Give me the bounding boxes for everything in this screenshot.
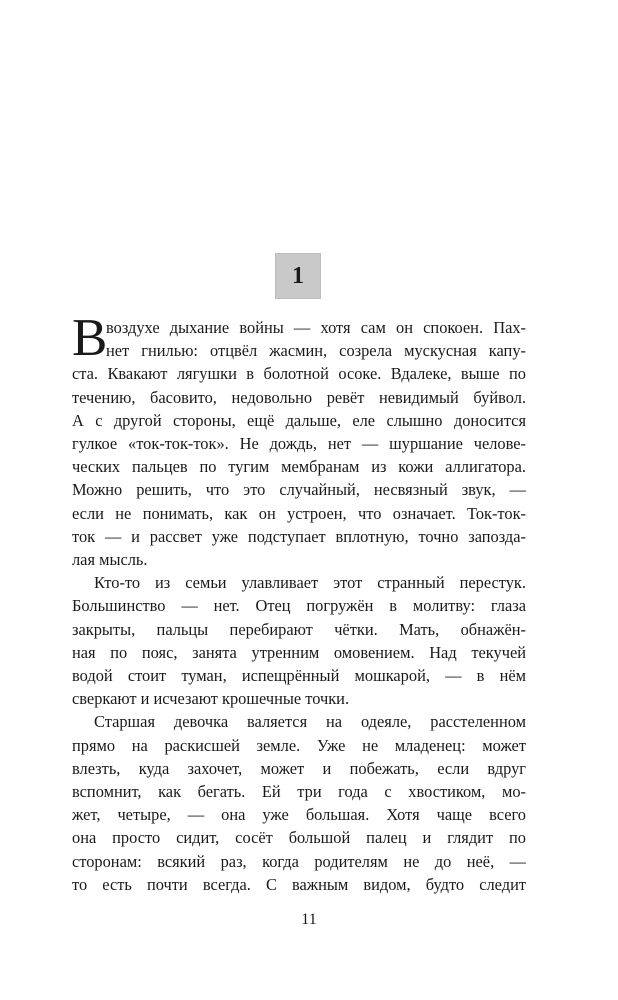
text-line: Можно решить, что это случайный, несвязный звук, —	[72, 480, 526, 500]
text-line: ческих пальцев по тугим мембранам из кожи аллигатора.	[72, 457, 526, 477]
text-line: гулкое «ток-ток-ток». Не дождь, нет — шуршание челове-	[72, 434, 526, 454]
text-line: ток — и рассвет уже подступает вплотную, точно запозда-	[72, 526, 526, 546]
text-line: нет гнилью: отцвёл жасмин, созрела мускусная капу-	[106, 341, 526, 361]
chapter-number: 1	[292, 263, 304, 289]
text-line: прямо на раскисшей земле. Уже не младенец: может	[72, 735, 526, 755]
text-line: закрыты, пальцы перебирают чётки. Мать, обнажён-	[72, 619, 526, 639]
text-line: сверкают и исчезают крошечные точки.	[72, 689, 350, 709]
text-line: влезть, куда захочет, может и побежать, если вдруг	[72, 758, 526, 778]
text-line: то есть почти всегда. С важным видом, будто следит	[72, 874, 526, 894]
paragraph-1	[72, 309, 526, 571]
drop-cap: В	[72, 309, 108, 367]
text-line: А с другой стороны, ещё дальше, еле слышно доносится	[72, 410, 526, 430]
text-line: сторонам: всякий раз, когда родителям не до неё, —	[72, 851, 526, 871]
text-line: ста. Квакают лягушки в болотной осоке. Вдалеке, выше по	[72, 364, 526, 384]
text-line: водой стоит туман, испещрённый мошкарой, — в нём	[72, 666, 526, 686]
chapter-number-box	[275, 253, 321, 299]
body-text	[72, 309, 526, 896]
text-line: лая мысль.	[72, 550, 148, 570]
text-line: Старшая девочка валяется на одеяле, расстеленном	[94, 712, 526, 732]
text-line: она просто сидит, сосёт большой палец и глядит по	[72, 828, 526, 848]
paragraph-2	[72, 571, 526, 710]
text-line: течению, басовито, недовольно ревёт невидимый буйвол.	[72, 387, 526, 407]
text-line: воздухе дыхание войны — хотя сам он спокоен. Пах-	[106, 318, 526, 337]
paragraph-3	[72, 710, 526, 896]
text-line: если не понимать, как он устроен, что означает. Ток-ток-	[72, 503, 526, 523]
text-line: вспомнит, как бегать. Ей три года с хвостиком, мо-	[72, 782, 526, 802]
text-line: жет, четыре, — она уже большая. Хотя чаще всего	[72, 805, 526, 825]
text-line: Большинство — нет. Отец погружён в молитву: глаза	[72, 596, 526, 616]
page-number: 11	[301, 911, 317, 928]
text-line: Кто-то из семьи улавливает этот странный перестук.	[94, 573, 526, 593]
text-line: ная по пояс, занята утренним омовением. Над текучей	[72, 642, 526, 662]
